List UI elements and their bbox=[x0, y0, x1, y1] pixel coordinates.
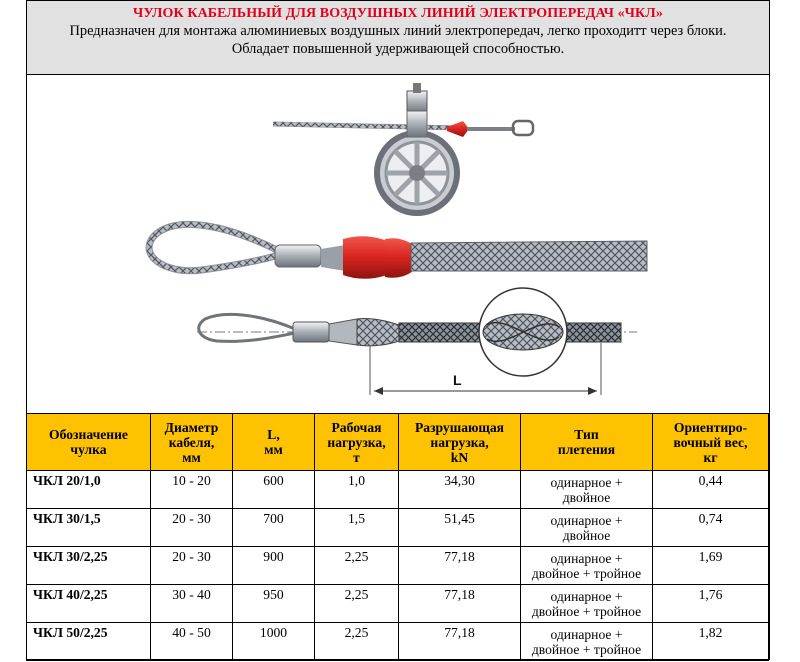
stocking-photo bbox=[149, 224, 647, 278]
cell-diameter: 20 - 30 bbox=[151, 547, 233, 585]
cell-weight: 1,69 bbox=[653, 547, 769, 585]
cell-weight: 0,44 bbox=[653, 471, 769, 509]
col-header-work-load: Рабочая нагрузка, т bbox=[315, 414, 399, 471]
spec-table bbox=[26, 413, 769, 661]
cell-work-load: 2,25 bbox=[315, 623, 399, 661]
cell-work-load: 1,0 bbox=[315, 471, 399, 509]
cell-designation: ЧКЛ 20/1,0 bbox=[27, 471, 151, 509]
col-header-length: L, мм bbox=[233, 414, 315, 471]
cell-diameter: 10 - 20 bbox=[151, 471, 233, 509]
cell-length: 600 bbox=[233, 471, 315, 509]
cell-weave: одинарное + двойное bbox=[521, 509, 653, 547]
table-row bbox=[27, 623, 769, 661]
cell-weight: 1,76 bbox=[653, 585, 769, 623]
cell-length: 1000 bbox=[233, 623, 315, 661]
cell-length: 900 bbox=[233, 547, 315, 585]
col-header-weight: Ориентиро- вочный вес, кг bbox=[653, 414, 769, 471]
dimension-label: L bbox=[453, 372, 462, 388]
page-title: ЧУЛОК КАБЕЛЬНЫЙ ДЛЯ ВОЗДУШНЫХ ЛИНИЙ ЭЛЕКТРОПЕРЕДАЧ «ЧКЛ» bbox=[133, 6, 663, 21]
cell-work-load: 1,5 bbox=[315, 509, 399, 547]
cell-break-load: 77,18 bbox=[399, 585, 521, 623]
technical-drawing bbox=[197, 288, 637, 395]
col-header-break-load: Разрушающая нагрузка, kN bbox=[399, 414, 521, 471]
cell-diameter: 40 - 50 bbox=[151, 623, 233, 661]
table-header-row bbox=[27, 414, 769, 471]
cell-designation: ЧКЛ 30/1,5 bbox=[27, 509, 151, 547]
table-row bbox=[27, 547, 769, 585]
description-line-1: Предназначен для монтажа алюминиевых воздушных линий электропередач, легко проходитт через блоки. bbox=[69, 23, 727, 39]
cell-designation: ЧКЛ 30/2,25 bbox=[27, 547, 151, 585]
cell-designation: ЧКЛ 40/2,25 bbox=[27, 585, 151, 623]
cell-length: 700 bbox=[233, 509, 315, 547]
col-header-designation: Обозначение чулка bbox=[27, 414, 151, 471]
cell-diameter: 20 - 30 bbox=[151, 509, 233, 547]
table-row bbox=[27, 585, 769, 623]
col-header-weave: Тип плетения bbox=[521, 414, 653, 471]
cell-weave: одинарное + двойное + тройное bbox=[521, 585, 653, 623]
cell-break-load: 77,18 bbox=[399, 547, 521, 585]
header-panel bbox=[27, 1, 769, 75]
table-row bbox=[27, 509, 769, 547]
cell-weave: одинарное + двойное bbox=[521, 471, 653, 509]
cell-weave: одинарное + двойное + тройное bbox=[521, 623, 653, 661]
cell-diameter: 30 - 40 bbox=[151, 585, 233, 623]
cell-work-load: 2,25 bbox=[315, 585, 399, 623]
cell-designation: ЧКЛ 50/2,25 bbox=[27, 623, 151, 661]
cell-break-load: 34,30 bbox=[399, 471, 521, 509]
description-line-2: Обладает повышенной удерживающей способностью. bbox=[231, 41, 565, 57]
product-illustration bbox=[27, 75, 769, 413]
cell-work-load: 2,25 bbox=[315, 547, 399, 585]
pulley-photo bbox=[273, 83, 533, 213]
cell-length: 950 bbox=[233, 585, 315, 623]
cell-weight: 0,74 bbox=[653, 509, 769, 547]
cell-weight: 1,82 bbox=[653, 623, 769, 661]
cell-break-load: 51,45 bbox=[399, 509, 521, 547]
col-header-diameter: Диаметр кабеля, мм bbox=[151, 414, 233, 471]
table-row bbox=[27, 471, 769, 509]
cell-weave: одинарное + двойное + тройное bbox=[521, 547, 653, 585]
cell-break-load: 77,18 bbox=[399, 623, 521, 661]
